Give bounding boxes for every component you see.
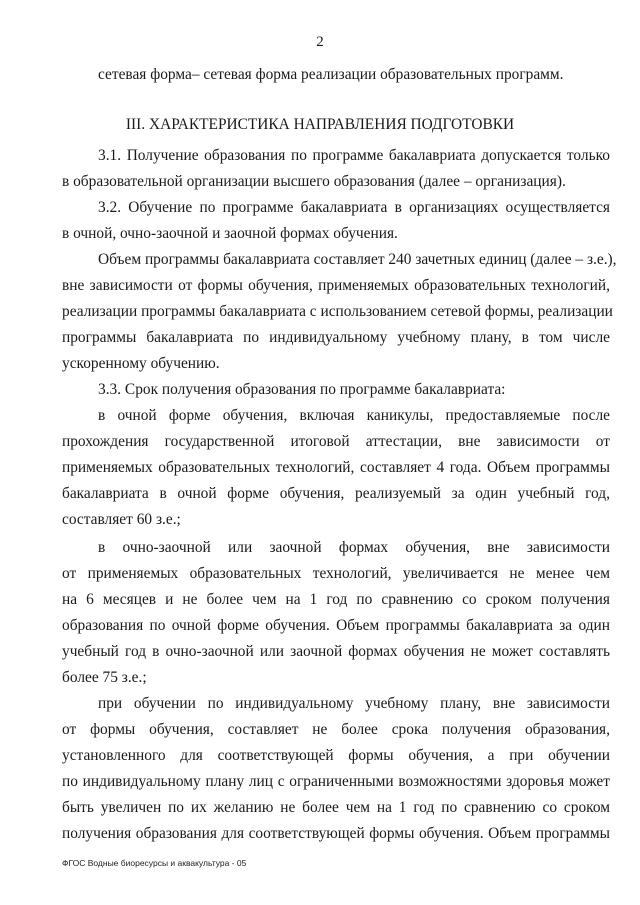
text-line: по индивидуальному плану лиц с ограниченными возможностями здоровья может [62, 773, 610, 790]
text-line: на 6 месяцев и не более чем на 1 год по сравнению со сроком получения [62, 591, 610, 608]
text-line: 3.1. Получение образования по программе бакалавриата допускается только [98, 147, 610, 164]
text-line: при обучении по индивидуальному учебному плану, вне зависимости [98, 695, 610, 712]
text-line: реализации программы бакалавриата с использованием сетевой формы, реализации [62, 303, 613, 320]
text-line: образования по очной форме обучения. Объем программы бакалавриата за один [62, 617, 610, 634]
text-line: установленного для соответствующей формы обучения, а при обучении [62, 747, 610, 764]
text-line: более 75 з.е.; [62, 669, 147, 686]
text-line: ускоренному обучению. [62, 355, 220, 372]
text-line: от формы обучения, составляет не более срока получения образования, [62, 721, 610, 738]
text-line: составляет 60 з.е.; [62, 511, 181, 528]
text-line: Объем программы бакалавриата составляет 240 зачетных единиц (далее – з.е.), [98, 251, 617, 268]
text-line: вне зависимости от формы обучения, применяемых образовательных технологий, [62, 277, 610, 294]
text-line: сетевая форма– сетевая форма реализации образовательных программ. [98, 66, 564, 83]
text-line: в образовательной организации высшего образования (далее – организация). [62, 173, 566, 190]
text-line: 3.2. Обучение по программе бакалавриата в организациях осуществляется [98, 199, 610, 216]
text-line: прохождения государственной итоговой аттестации, вне зависимости от [62, 433, 610, 450]
section-heading: III. ХАРАКТЕРИСТИКА НАПРАВЛЕНИЯ ПОДГОТОВКИ [125, 116, 515, 133]
text-line: учебный год в очно-заочной или заочной формах обучения не может составлять [62, 643, 610, 660]
text-line: в очной, очно-заочной и заочной формах обучения. [62, 225, 398, 242]
text-line: программы бакалавриата по индивидуальному учебному плану, в том числе [62, 329, 610, 346]
text-line: бакалавриата в очной форме обучения, реализуемый за один учебный год, [62, 485, 610, 502]
text-line: в очно-заочной или заочной формах обучения, вне зависимости [98, 539, 610, 556]
text-line: получения образования для соответствующей формы обучения. Объем программы [62, 825, 610, 842]
text-line: от применяемых образовательных технологий, увеличивается не менее чем [62, 565, 610, 582]
text-line: применяемых образовательных технологий, составляет 4 года. Объем программы [62, 459, 610, 476]
text-line: 3.3. Срок получения образования по программе бакалавриата: [98, 381, 506, 398]
page-number: 2 [316, 34, 324, 50]
text-line: в очной форме обучения, включая каникулы, предоставляемые после [98, 407, 610, 424]
page-footer: ФГОС Водные биоресурсы и аквакультура - 05 [62, 858, 247, 868]
text-line: быть увеличен по их желанию не более чем на 1 год по сравнению со сроком [62, 799, 610, 816]
